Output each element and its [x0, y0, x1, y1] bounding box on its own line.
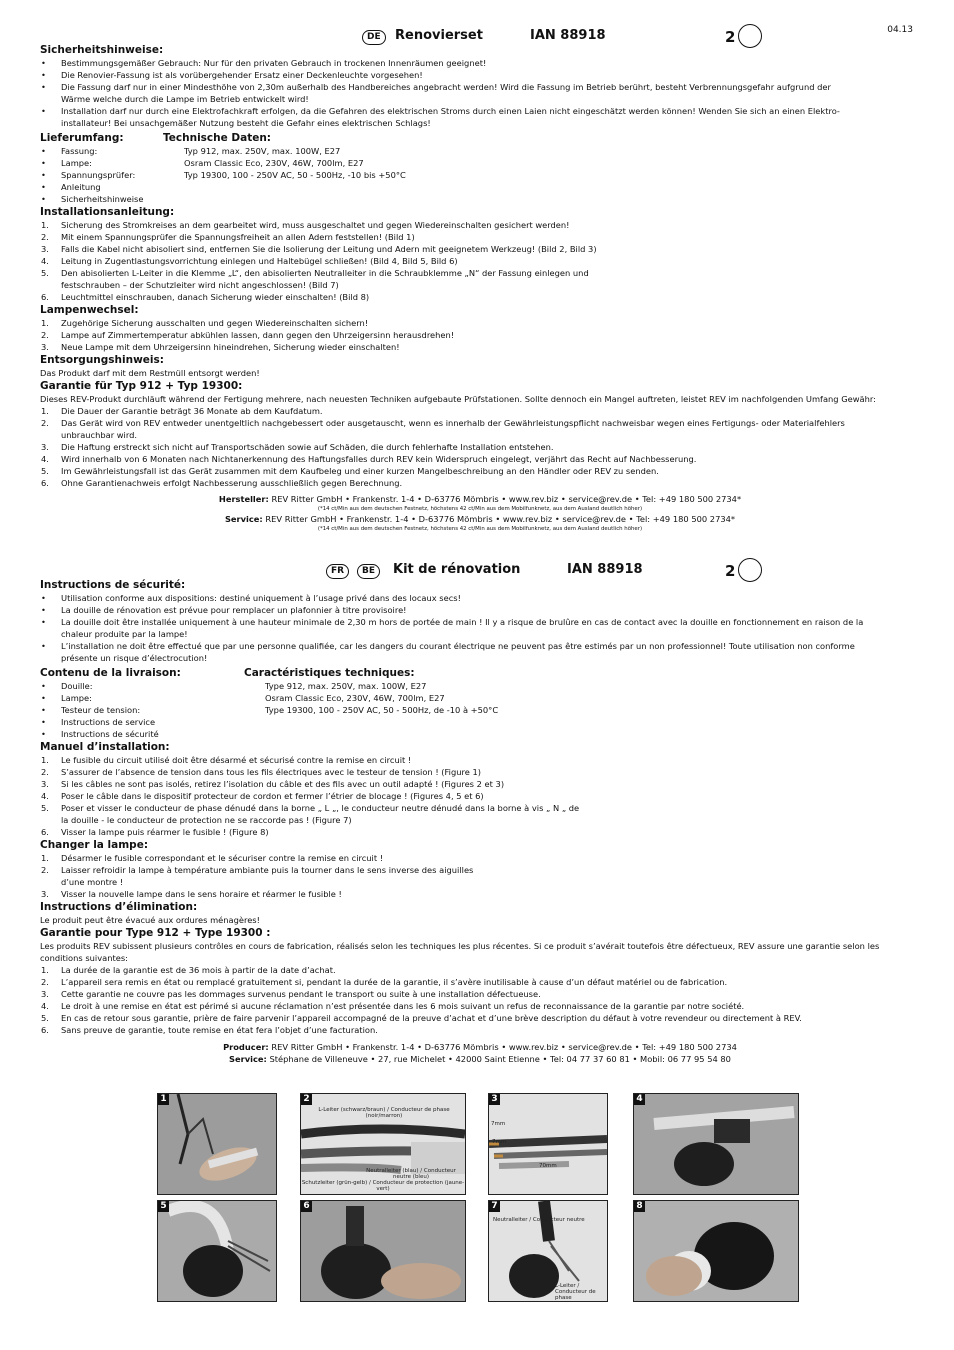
fr-warranty-intro: conditions suivantes:: [40, 953, 128, 963]
figure-caption: Neutralleiter (blau) / Conducteur neutre (bleu): [366, 1168, 456, 1180]
figure-3: 3 7mm 7mm 70mm: [488, 1093, 608, 1195]
de-tech-heading: Technische Daten:: [163, 132, 272, 144]
list-item: 2. Das Gerät wird von REV entweder unentgeltlich nachgebessert oder ausgetauscht, wenn es innerhalb der Gewährleistungspflicht nachweisbar wegen eines Fertigungs- oder Materialfehlers: [41, 418, 845, 428]
figure-caption: 7mm: [492, 1139, 507, 1145]
fr-tech-heading: Caractéristiques techniques:: [244, 667, 415, 679]
list-item: chaleur produite par la lampe!: [61, 629, 188, 639]
figure-4: 4: [633, 1093, 799, 1195]
fr-section: [40, 578, 920, 1065]
figure-8: 8: [633, 1200, 799, 1302]
list-item: 1. Die Dauer der Garantie beträgt 36 Monate ab dem Kaufdatum.: [41, 406, 323, 416]
list-item: présente un risque d’électrocution!: [61, 653, 208, 663]
list-item: 1. Le fusible du circuit utilisé doit être désarmé et sécurisé contre la remise en circuit !: [41, 755, 412, 765]
figure-5: 5: [157, 1200, 277, 1302]
de-service-line: Service: REV Ritter GmbH • Frankenstr. 1-4 • D-63776 Mömbris • www.rev.biz • service@rev.de • Tel: +49 180 500 2734*: [224, 514, 736, 524]
fr-page-number: 2: [725, 562, 736, 580]
list-item: • Die Fassung darf nur in einer Mindesthöhe von 2,30m außerhalb des Handbereiches angebracht werden! Wird die Fassung im Betrieb berührt, besteht Verbrennungsgefahr aufgrund der: [41, 82, 831, 92]
list-item: • La douille de rénovation est prévue pour remplacer un plafonnier à titre provisoire!: [41, 605, 407, 615]
list-item: d’une montre !: [61, 877, 124, 887]
spec-row: • Anleitung: [41, 182, 101, 192]
fr-language-badge: FR: [326, 564, 349, 579]
list-item: 6. Leuchtmittel einschrauben, danach Sicherung wieder einschalten! (Bild 8): [41, 292, 370, 302]
list-item: 2. Mit einem Spannungsprüfer die Spannungsfreiheit an allen Adern feststellen! (Bild 1): [41, 232, 415, 242]
spec-row: • Fassung: Typ 912, max. 250V, max. 100W, E27: [41, 146, 341, 156]
fr-safety-heading: Instructions de sécurité:: [40, 579, 186, 591]
spec-row: • Sicherheitshinweise: [41, 194, 144, 204]
list-item: 5. Poser et visser le conducteur de phase dénudé dans la borne „ L „, le conducteur neutre dénudé dans la borne à vis „ N „ de: [41, 803, 580, 813]
fr-warranty-heading: Garantie pour Type 912 + Type 19300 :: [40, 927, 271, 939]
list-item: 2. S’assurer de l’absence de tension dans tous les fils électriques avec le testeur de tension ! (Figure 1): [41, 767, 482, 777]
de-ian: IAN 88918: [530, 28, 606, 43]
list-item: 4. Leitung in Zugentlastungsvorrichtung einlegen und Haltebügel schließen! (Bild 4, Bild 5, Bild 6): [41, 256, 458, 266]
de-page-number: 2: [725, 28, 736, 46]
figure-caption: L-Leiter (schwarz/braun) / Conducteur de phase (noir/marron): [318, 1107, 450, 1119]
de-install-heading: Installationsanleitung:: [40, 206, 175, 218]
list-item: • L’installation ne doit être effectué que par une personne qualifiée, car les dangers du courant électrique ne peuvent pas être estimés par un non professionnel! Toute utilisation non conforme: [41, 641, 855, 651]
list-item: 1. La durée de la garantie est de 36 mois à partir de la date d’achat.: [41, 965, 336, 975]
list-item: 1. Sicherung des Stromkreises an dem gearbeitet wird, muss ausgeschaltet und gegen Wiedereinschalten gesichert werden!: [41, 220, 570, 230]
spec-row: • Spannungsprüfer: Typ 19300, 100 - 250V AC, 50 - 500Hz, -10 bis +50°C: [41, 170, 406, 180]
de-safety-heading: Sicherheitshinweise:: [40, 44, 164, 56]
socket-strain-relief-photo: [634, 1094, 798, 1194]
list-item: 6. Sans preuve de garantie, toute remise en état fera l’objet d’une facturation.: [41, 1025, 378, 1035]
list-item: • Utilisation conforme aux dispositions: destiné uniquement à l’usage privé dans des locaux secs!: [41, 593, 461, 603]
de-disposal-text: Das Produkt darf mit dem Restmüll entsorgt werden!: [40, 368, 260, 378]
list-item: 3. Si les câbles ne sont pas isolés, retirez l’isolation du câble et des fils avec un outil adapté ! (Figures 2 et 3): [41, 779, 505, 789]
list-item: 2. Lampe auf Zimmertemperatur abkühlen lassen, dann gegen den Uhrzeigersinn herausdrehen!: [41, 330, 455, 340]
list-item: 1. Zugehörige Sicherung ausschalten und gegen Wiedereinschalten sichern!: [41, 318, 369, 328]
list-item: 3. Die Haftung erstreckt sich nicht auf Transportschäden sowie auf Schäden, die durch fehlerhafte Installation entstehen.: [41, 442, 554, 452]
fr-ian: IAN 88918: [567, 562, 643, 577]
figure-caption: Schutzleiter (grün-gelb) / Conducteur de protection (jaune-vert): [301, 1180, 465, 1192]
fr-disposal-text: Le produit peut être évacué aux ordures ménagères!: [40, 915, 260, 925]
figure-grid: [157, 1093, 797, 1320]
figure-caption: L-Leiter / Conducteur de phase: [555, 1283, 596, 1301]
de-disposal-heading: Entsorgungshinweis:: [40, 354, 164, 366]
fr-service-line: Service: Stéphane de Villeneuve • 27, rue Michelet • 42000 Saint Etienne • Tel: 04 77 37 60 81 • Mobil: 06 77 95 54 80: [229, 1054, 731, 1064]
list-item: festschrauben – der Schutzleiter wird nicht angeschlossen! (Bild 7): [61, 280, 339, 290]
de-footnote: (*14 ct/Min aus dem deutschen Festnetz, höchstens 42 ct/Min aus dem Mobilfunknetz, aus dem Ausland deutlich höher): [317, 506, 643, 512]
spec-row: • Testeur de tension: Type 19300, 100 - 250V AC, 50 - 500Hz, de -10 à +50°C: [41, 705, 499, 715]
list-item: 5. Den abisolierten L-Leiter in die Klemme „L“, den abisolierten Neutralleiter in die Schraubklemme „N“ der Fassung einlegen und: [41, 268, 589, 278]
spec-row: • Instructions de service: [41, 717, 156, 727]
fr-install-heading: Manuel d’installation:: [40, 741, 170, 753]
list-item: 6. Visser la lampe puis réarmer le fusible ! (Figure 8): [41, 827, 269, 837]
figure-caption: 70mm: [539, 1163, 557, 1169]
fr-product-name: Kit de rénovation: [393, 562, 521, 577]
de-section: [40, 43, 920, 533]
list-item: 5. En cas de retour sous garantie, prière de faire parvenir l’appareil accompagné de la preuve d’achat et d’une brève description du défaut à votre revendeur ou directement à REV.: [41, 1013, 802, 1023]
list-item: 4. Le droit à une remise en état est périmé si aucune réclamation n’est présentée dans les 6 mois suivant un refus de reconnaissance de la garantie par notre société.: [41, 1001, 745, 1011]
figure-2: 2 L-Leiter (schwarz/braun) / Conducteur de phase (noir/marron) Neutralleiter (blau) / Conducteur neutre (bleu) Schutzleiter (grün-gelb) / Conducteur de protection (jaune-vert): [300, 1093, 466, 1195]
spec-row: • Lampe: Osram Classic Eco, 230V, 46W, 700lm, E27: [41, 158, 364, 168]
de-lamp-heading: Lampenwechsel:: [40, 304, 139, 316]
list-item: 4. Wird innerhalb von 6 Monaten nach Nichtanerkennung des Haftungsfalles durch REV kein Widerspruch eingelegt, verjährt das Recht auf Nachbesserung.: [41, 454, 697, 464]
list-item: • Installation darf nur durch eine Elektrofachkraft erfolgen, da die Gefahren des elektrischen Stroms durch einen Laien nicht eingeschätzt werden können! Wenden Sie sich an einen Elektro-: [41, 106, 840, 116]
spec-row: • Douille: Type 912, max. 250V, max. 100W, E27: [41, 681, 427, 691]
list-item: • Bestimmungsgemäßer Gebrauch: Nur für den privaten Gebrauch in trockenen Innenräumen geeignet!: [41, 58, 487, 68]
figure-caption: 7mm: [491, 1121, 506, 1127]
list-item: 6. Ohne Garantienachweis erfolgt Nachbesserung ausschließlich gegen Berechnung.: [41, 478, 403, 488]
list-item: 2. Laisser refroidir la lampe à température ambiante puis la tourner dans le sens inverse des aiguilles: [41, 865, 474, 875]
list-item: la douille - le conducteur de protection ne se raccorde pas ! (Figure 7): [61, 815, 352, 825]
fr-disposal-heading: Instructions d’élimination:: [40, 901, 198, 913]
de-language-badge: DE: [362, 30, 386, 45]
list-item: 4. Poser le câble dans le dispositif protecteur de cordon et fermer l’étrier de blocage ! (Figures 4, 5 et 6): [41, 791, 484, 801]
list-item: 3. Cette garantie ne couvre pas les dommages survenus pendant le transport ou suite à une installation défectueuse.: [41, 989, 541, 999]
list-item: • Die Renovier-Fassung ist als vorübergehender Ersatz einer Deckenleuchte vorgesehen!: [41, 70, 423, 80]
list-item: 1. Désarmer le fusible correspondant et le sécuriser contre la remise en circuit !: [41, 853, 384, 863]
de-scope-heading: Lieferumfang:: [40, 132, 124, 144]
de-warranty-heading: Garantie für Typ 912 + Typ 19300:: [40, 380, 243, 392]
spec-row: • Instructions de sécurité: [41, 729, 159, 739]
list-item: 3. Visser la nouvelle lampe dans le sens horaire et réarmer le fusible !: [41, 889, 342, 899]
fr-scope-heading: Contenu de la livraison:: [40, 667, 181, 679]
list-item: 3. Falls die Kabel nicht abisoliert sind, entfernen Sie die Isolierung der Leitung und Adern mit geeignetem Werkzeug! (Bild 2, Bild 3): [41, 244, 597, 254]
list-item: unbrauchbar wird.: [61, 430, 138, 440]
list-item: • La douille doit être installée uniquement à une hauteur minimale de 2,30 m hors de portée de main ! Il y a risque de brulûre en cas de contact avec la douille en fonctionnement en raison de la: [41, 617, 864, 627]
figure-caption: Neutralleiter / Conducteur neutre: [493, 1217, 585, 1223]
fr-lamp-heading: Changer la lampe:: [40, 839, 149, 851]
list-item: 5. Im Gewährleistungsfall ist das Gerät zusammen mit dem Kaufbeleg und einer kurzen Mangelbeschreibung an den Händler oder REV zu senden.: [41, 466, 659, 476]
socket-hand-photo: [301, 1201, 465, 1301]
socket-cable-photo: [158, 1201, 276, 1301]
de-product-name: Renovierset: [395, 28, 483, 43]
fr-producer-line: Producer: REV Ritter GmbH • Frankenstr. 1-4 • D-63776 Mömbris • www.rev.biz • service@rev.de • Tel: +49 180 500 2734: [223, 1042, 737, 1052]
de-manufacturer-line: Hersteller: REV Ritter GmbH • Frankenstr. 1-4 • D-63776 Mömbris • www.rev.biz • service@rev.de • Tel: +49 180 500 2734*: [218, 494, 742, 504]
voltage-tester-photo: [158, 1094, 276, 1194]
de-footnote: (*14 ct/Min aus dem deutschen Festnetz, höchstens 42 ct/Min aus dem Mobilfunknetz, aus dem Ausland deutlich höher): [317, 526, 643, 532]
lamp-insert-photo: [634, 1201, 798, 1301]
be-language-badge: BE: [357, 564, 380, 579]
stripped-wires-photo: [489, 1094, 607, 1194]
figure-6: 6: [300, 1200, 466, 1302]
figure-7: 7 Neutralleiter / Conducteur neutre L-Leiter / Conducteur de phase: [488, 1200, 608, 1302]
fr-warranty-intro: Les produits REV subissent plusieurs contrôles en cours de fabrication, réalisés selon les techniques les plus récentes. Si ce produit s’avérait toutefois être défectueux, REV assure une garantie selon les: [40, 941, 880, 951]
print-date: 04.13: [887, 25, 913, 35]
list-item: 2. L’appareil sera remis en état ou remplacé gratuitement si, pendant la durée de la garantie, il s’avère inutilisable à cause d’un défaut matériel ou de fabrication.: [41, 977, 728, 987]
spec-row: • Lampe: Osram Classic Eco, 230V, 46W, 700lm, E27: [41, 693, 445, 703]
list-item: Wärme welche durch die Lampe im Betrieb entwickelt wird!: [61, 94, 309, 104]
list-item: 3. Neue Lampe mit dem Uhrzeigersinn hineindrehen, Sicherung wieder einschalten!: [41, 342, 400, 352]
list-item: installateur! Bei unsachgemäßer Nutzung besteht die Gefahr eines elektrischen Schlags!: [61, 118, 431, 128]
figure-1: 1: [157, 1093, 277, 1195]
de-warranty-intro: Dieses REV-Produkt durchläuft während der Fertigung mehrere, nach neuesten Techniken aufgebaute Prüfstationen. Sollte dennoch ein Mangel auftreten, leistet REV im nachfolgenden Umfang Gewähr:: [40, 394, 876, 404]
